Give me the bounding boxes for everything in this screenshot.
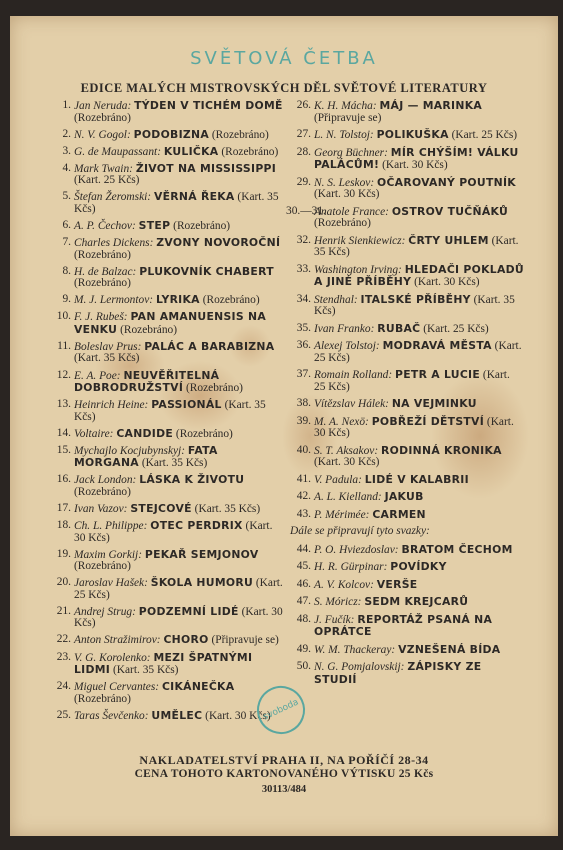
entry-text [74,237,283,261]
entry-author: V. G. Korolenko: [74,651,151,664]
entry-author: M. A. Nexö: [314,415,369,428]
entry-number: 16. [56,473,71,486]
entry-author: A. L. Kielland: [314,491,382,503]
entry-author: H. de Balzac: [74,265,137,278]
entry-note: (Rozebráno) [221,145,279,158]
book-entry [43,520,283,544]
entry-note: (Kart. 25 Kčs) [451,129,518,141]
entry-note: (Kart. 25 Kčs) [74,174,140,187]
entry-title: ZVONY NOVOROČNÍ [156,236,281,250]
entry-note: (Rozebráno) [202,294,260,307]
entry-text [314,294,524,318]
book-entry [286,579,524,592]
book-entry [286,491,524,504]
entry-author: Georg Büchner: [314,146,388,159]
entry-note: (Rozebráno) [186,382,243,395]
entry-author: S. T. Aksakov: [314,444,379,457]
entry-author: N. S. Leskov: [314,176,375,189]
entry-text [74,503,283,516]
entry-title: FATA MORGANA [74,443,218,470]
entry-title: KULIČKA [163,144,219,158]
entry-title: VZNEŠENÁ BÍDA [398,642,501,656]
book-entry [43,146,283,159]
book-entry [286,129,524,142]
book-entry [43,428,283,441]
entry-number: 25. [56,708,71,721]
entry-number: 37. [296,368,311,380]
entry-author: Stendhal: [314,293,358,306]
entry-text [74,577,283,601]
entry-number: 12. [56,368,71,381]
entry-text [314,177,524,201]
entry-title: PODZEMNÍ LIDÉ [138,604,239,618]
entry-title: BRATOM ČECHOM [401,542,513,556]
book-entry [286,177,524,201]
entry-title: OČAROVANÝ POUTNÍK [376,175,516,189]
entry-author: M. J. Lermontov: [74,294,154,307]
entry-text [74,220,283,233]
entry-text [74,428,283,441]
entry-title: OSTROV TUČŇÁKŮ [391,204,509,218]
entry-note: (Kart. 25 Kčs) [74,577,283,601]
entry-author: A. P. Čechov: [74,219,136,232]
book-entry [43,341,283,365]
series-subtitle: EDICE MALÝCH MISTROVSKÝCH DĚL SVĚTOVÉ LITERATURY [80,81,488,95]
entry-text [314,596,524,609]
logo-text: svoboda [261,697,301,723]
entry-author: Maxim Gorkij: [74,548,143,561]
book-entry [43,129,283,142]
entry-title: MEZI ŠPATNÝMI LIDMI [74,650,253,677]
entry-number: 10. [56,310,71,323]
entry-author: Mark Twain: [74,162,133,175]
entry-note: (Kart. 35 Kčs) [74,399,266,423]
entry-text [314,129,524,142]
book-entry [43,681,283,705]
entry-author: J. Fučík: [314,613,355,626]
entry-note: (Rozebráno) [74,277,131,290]
entry-number: 22. [56,633,71,646]
entry-number: 5. [62,190,71,203]
book-entry [286,206,524,230]
book-entry [286,340,524,364]
entry-number: 45. [296,560,311,572]
entry-title: RODINNÁ KRONIKA [380,443,502,457]
entry-note: (Rozebráno) [211,128,269,141]
entry-text [314,661,524,686]
entry-author: Štefan Žeromski: [74,191,152,204]
entry-text [314,416,524,440]
entry-number: 23. [56,650,71,663]
entry-author: S. Móricz: [314,596,362,608]
entry-author: Voltaire: [74,427,114,440]
entry-author: Jan Neruda: [74,100,132,112]
entry-author: Taras Ševčenko: [74,709,149,722]
entry-note: (Kart. 35 Kčs) [194,503,261,515]
book-back-cover [10,16,558,836]
entry-title: VERŠE [376,577,418,591]
entry-note: (Rozebráno) [173,219,231,232]
entry-text [314,264,524,289]
entry-text [314,398,524,411]
entry-note: (Kart. 35 Kčs) [112,664,179,677]
entry-text [314,644,524,657]
book-entry [43,220,283,233]
entry-author: Henrik Sienkiewicz: [314,234,406,247]
entry-title: LIDÉ V KALABRII [364,472,469,486]
entry-text [314,491,524,504]
entry-number: 20. [56,576,71,589]
entry-author: Ch. L. Philippe: [74,520,148,533]
price-note: CENA TOHOTO KARTONOVANÉHO VÝTISKU 25 Kčs [134,768,434,780]
entry-text [314,100,524,124]
book-entry [43,606,283,630]
entry-note: (Kart. 30 Kčs) [314,415,514,439]
entry-note: (Rozebráno) [74,248,131,261]
entry-number: 4. [62,161,71,174]
entry-author: F. J. Rubeš: [74,311,128,324]
book-entry [43,710,283,723]
entry-note: (Připravuje se) [314,111,382,124]
entry-number: 8. [62,264,71,277]
book-entry [43,652,283,677]
entry-author: Ivan Vazov: [74,503,128,515]
entry-number: 38. [296,397,311,409]
entry-title: PEKAŘ SEMJONOV [144,547,259,561]
entry-note: (Kart. 25 Kčs) [423,322,489,335]
series-title: SVĚTOVÁ ČETBA [190,48,378,69]
entry-title: PETR A LUCIE [395,368,481,381]
entry-text [74,294,283,307]
book-entry [286,398,524,411]
entry-author: P. O. Hviezdoslav: [314,543,399,556]
book-entry [43,370,283,395]
entry-number: 21. [56,604,71,617]
book-entry [286,416,524,440]
entry-title: POLIKUŠKA [376,128,449,141]
entry-number: 19. [56,547,71,560]
entry-note: (Rozebráno) [120,323,178,336]
entry-author: P. Mérimée: [314,508,370,521]
entry-text [314,509,524,522]
entry-number: 28. [296,145,311,158]
entry-title: VĚRNÁ ŘEKA [153,190,235,204]
book-entry [43,266,283,290]
entry-text [314,369,524,393]
book-entry [286,644,524,657]
entry-text [74,129,283,142]
entry-title: ŽIVOT NA MISSISSIPPI [135,161,277,175]
entry-note: (Rozebráno) [74,111,131,124]
entry-note: (Kart. 30 Kčs) [74,520,273,544]
entry-number: 18. [56,519,71,532]
entry-note: (Rozebráno) [74,485,131,498]
book-list-left [43,100,283,727]
entry-note: (Kart. 35 Kčs) [74,191,279,215]
entry-title: MÁJ — MARINKA [379,99,483,112]
entry-title: REPORTÁŽ PSANÁ NA OPRÁTCE [314,612,493,638]
entry-title: PLUKOVNÍK CHABERT [139,264,274,278]
entry-title: TÝDEN V TICHÉM DOMĚ [134,99,283,112]
entry-title: CANDIDE [116,426,174,440]
publisher-address: NAKLADATELSTVÍ PRAHA II, NA POŘÍČÍ 28-34 [139,753,429,767]
entry-text [314,206,524,230]
entry-title: STEJCOVÉ [130,502,192,515]
entry-number: 32. [296,233,311,246]
entry-title: ČRTY UHLEM [408,233,489,247]
entry-title: MÍR CHÝŠÍM! VÁLKU PALÁCŮM! [314,145,519,171]
entry-text [74,634,283,647]
entry-number: 50. [296,660,311,672]
entry-number: 36. [296,339,311,351]
entry-title: CHORO [163,633,209,647]
catalog-code: 30113/484 [261,784,307,795]
entry-note: (Rozebráno) [175,427,233,440]
entry-number: 46. [296,577,311,590]
entry-author: G. de Maupassant: [74,145,162,158]
entry-title: RUBAČ [377,321,421,335]
entry-number: 30.—31. [286,204,326,217]
entry-number: 43. [296,507,311,520]
entry-title: LYRIKA [155,293,200,307]
book-entry [43,474,283,498]
entry-note: (Kart. 35 Kčs) [314,234,519,258]
entry-text [314,474,524,487]
entry-text [74,191,283,215]
entry-note: (Připravuje se) [211,634,279,647]
entry-title: NA VEJMINKU [391,397,477,410]
entry-text [314,340,524,364]
entry-number: 49. [296,642,311,655]
entry-text [314,561,524,574]
entry-title: POVÍDKY [390,560,447,573]
book-entry [286,561,524,574]
entry-text [74,341,283,365]
book-entry [43,163,283,187]
entry-text [74,606,283,630]
book-entry [286,614,524,639]
book-entry [286,661,524,686]
book-entry [43,311,283,336]
entry-author: Mychajlo Kocjubynskyj: [74,444,186,457]
entry-text [74,445,283,470]
entry-text [314,445,524,469]
entry-title: HLEDAČI POKLADŮ A JINÉ PŘÍBĚHY [314,262,524,288]
entry-number: 40. [296,443,311,456]
entry-text [74,652,283,677]
entry-title: MODRAVÁ MĚSTA [382,339,492,352]
entry-title: CARMEN [372,507,426,521]
entry-note: (Kart. 25 Kčs) [314,369,510,393]
entry-note: (Kart. 35 Kčs) [141,457,208,470]
entry-author: Ivan Franko: [314,322,375,335]
entry-number: 41. [296,472,311,485]
book-entry [43,191,283,215]
entry-title: PODOBIZNA [133,127,210,141]
book-entry [286,474,524,487]
book-entry [286,323,524,336]
entry-author: A. V. Kolcov: [314,578,374,591]
book-entry [286,369,524,393]
entry-title: POBŘEŽÍ DĚTSTVÍ [371,414,485,428]
entry-author: Romain Rolland: [314,369,393,381]
entry-text [74,399,283,423]
entry-text [74,311,283,336]
entry-number: 2. [62,127,71,140]
entry-author: H. R. Gürpinar: [314,561,388,573]
entry-text [74,710,283,723]
entry-text [74,549,283,573]
entry-text [314,323,524,336]
entry-author: Washington Irving: [314,263,402,276]
entry-author: Boleslav Prus: [74,340,142,353]
entry-number: 7. [62,236,71,249]
entry-note: (Kart. 25 Kčs) [314,340,522,364]
entry-text [74,520,283,544]
entry-author: Anatole France: [314,205,389,218]
entry-author: Alexej Tolstoj: [314,340,380,352]
book-entry [43,634,283,647]
entry-author: Andrej Strug: [74,605,136,618]
entry-author: N. G. Pomjalovskij: [314,661,405,673]
entry-text [74,146,283,159]
entry-number: 42. [296,490,311,502]
entry-title: CIKÁNEČKA [161,680,235,694]
entry-title: ZÁPISKY ZE STUDIÍ [314,660,482,686]
entry-text [74,474,283,498]
entry-title: OTEC PERDRIX [150,519,243,533]
book-entry [286,100,524,124]
entry-note: (Rozebráno) [74,560,131,573]
book-entry [286,264,524,289]
entry-author: Vítězslav Hálek: [314,398,389,410]
entry-note: (Kart. 30 Kčs) [414,276,480,288]
entry-number: 14. [56,426,71,439]
entry-note: (Rozebráno) [314,217,371,229]
entry-number: 27. [296,128,311,140]
entry-number: 6. [62,218,71,231]
entry-number: 1. [62,99,71,111]
entry-text [314,544,524,557]
book-entry [43,100,283,124]
book-entry [43,399,283,423]
entry-number: 17. [56,502,71,514]
entry-author: N. V. Gogol: [74,128,131,141]
book-entry [286,596,524,609]
entry-title: PALÁC A BARABIZNA [144,339,275,353]
entry-author: V. Padula: [314,473,362,486]
entry-number: 26. [296,99,311,111]
entry-number: 35. [296,321,311,334]
book-list-right [286,100,524,691]
entry-text [74,266,283,290]
entry-text [314,235,524,259]
entry-number: 44. [296,542,311,555]
entry-title: PAN AMANUENSIS NA VENKU [74,310,267,336]
book-entry [286,294,524,318]
entry-number: 9. [62,293,71,306]
entry-author: Jaroslav Hašek: [74,577,148,590]
entry-author: Miguel Cervantes: [74,681,160,694]
entry-title: STEP [138,218,171,232]
entry-number: 13. [56,398,71,411]
entry-note: (Kart. 30 Kčs) [74,605,283,630]
entry-number: 39. [296,414,311,427]
entry-note: (Kart. 30 Kčs) [314,456,380,468]
entry-number: 48. [296,612,311,625]
entry-number: 11. [57,339,71,352]
entry-title: PASSIONÁL [151,398,222,412]
entry-author: L. N. Tolstoj: [314,129,374,141]
entry-title: SEDM KREJCARŮ [364,595,469,608]
entry-number: 24. [56,680,71,693]
entry-text [74,681,283,705]
entry-text [314,579,524,592]
entry-number: 3. [62,144,71,157]
entry-text [74,100,283,124]
entry-number: 47. [296,595,311,607]
entry-text [314,147,524,172]
entry-note: (Kart. 30 Kčs) [382,159,448,171]
entry-note: (Kart. 35 Kčs) [74,352,140,365]
entry-title: UMĚLEC [151,708,203,722]
book-entry [286,445,524,469]
book-entry [43,294,283,307]
entry-author: E. A. Poe: [74,369,121,382]
entry-note: (Kart. 30 Kčs) [205,709,271,722]
book-entry [43,549,283,573]
entry-text [74,370,283,395]
entry-note: (Kart. 30 Kčs) [314,188,380,200]
book-entry [43,445,283,470]
entry-author: Jack London: [74,474,137,487]
entry-title: ITALSKÉ PŘÍBĚHY [360,292,471,306]
entry-author: W. M. Thackeray: [314,643,396,656]
book-entry [286,235,524,259]
entry-number: 15. [56,443,71,456]
entry-title: LÁSKA K ŽIVOTU [139,473,245,487]
entry-number: 33. [296,262,311,275]
entry-title: ŠKOLA HUMORU [150,576,254,590]
entry-text [314,614,524,639]
entry-title: NEUVĚŘITELNÁ DOBRODRUŽSTVÍ [74,368,220,395]
book-entry [286,509,524,522]
book-entry [43,577,283,601]
entry-note: (Kart. 35 Kčs) [314,293,515,317]
entry-number: 34. [296,292,311,305]
entry-author: Anton Stražimirov: [74,634,161,647]
book-entry [43,237,283,261]
book-entry [286,147,524,172]
entry-author: Charles Dickens: [74,237,154,250]
entry-note: (Rozebráno) [74,692,131,705]
entry-title: JAKUB [384,490,424,503]
entry-author: Heinrich Heine: [74,399,149,412]
book-entry [43,503,283,516]
entry-author: K. H. Mácha: [314,100,377,112]
entry-text [74,163,283,187]
prepared-heading: Dále se připravují tyto svazky: [290,525,430,537]
entry-number: 29. [296,175,311,188]
book-entry [286,544,524,557]
